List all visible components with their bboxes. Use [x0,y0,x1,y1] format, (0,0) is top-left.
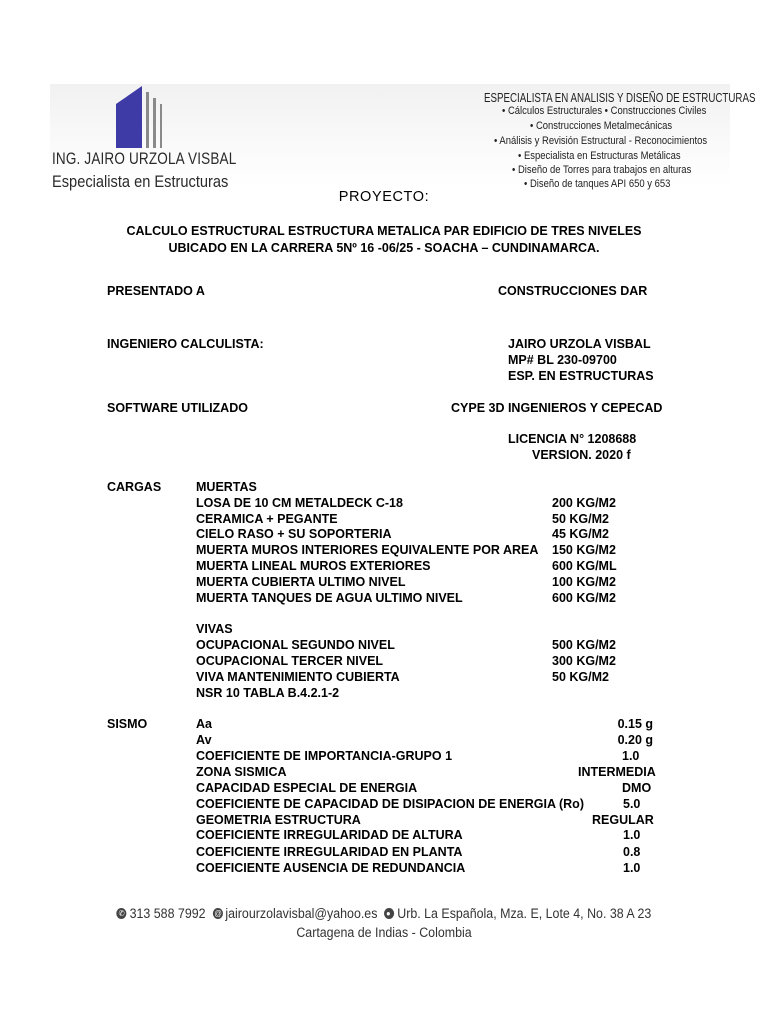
load-value: 200 KG/M2 [552,496,616,510]
seismic-param-value: 1.0 [623,828,641,842]
load-name: OCUPACIONAL SEGUNDO NIVEL [196,638,395,652]
load-value: 300 KG/M2 [552,654,616,668]
specialty-item: • Análisis y Revisión Estructural - Reconocimientos [494,135,708,147]
footer-city: Cartagena de Indias - Colombia [296,925,472,940]
seismic-param-name: COEFICIENTE AUSENCIA DE REDUNDANCIA [196,861,466,875]
software-value: CYPE 3D INGENIEROS Y CEPECAD [451,401,663,415]
load-value: 600 KG/M2 [552,591,616,605]
load-name: CERAMICA + PEGANTE [196,512,338,526]
seismic-param-name: ZONA SISMICA [196,765,287,779]
load-value: 100 KG/M2 [552,575,616,589]
seismic-param-name: Aa [196,717,212,731]
load-value: 500 KG/M2 [552,638,616,652]
specialty-item: • Diseño de Torres para trabajos en alturas [512,164,692,176]
email-icon: @ [214,909,222,918]
load-value: 45 KG/M2 [552,527,609,541]
project-title-line-1: CALCULO ESTRUCTURAL ESTRUCTURA METALICA PAR EDIFICIO DE TRES NIVELES [126,224,642,238]
seismic-param-name: CAPACIDAD ESPECIAL DE ENERGIA [196,781,418,795]
cargas-label: CARGAS [107,480,162,494]
sismo-label: SISMO [107,717,148,731]
specialty-item: • Especialista en Estructuras Metálicas [518,150,681,162]
presentado-value: CONSTRUCCIONES DAR [498,284,648,298]
load-name: VIVA MANTENIMIENTO CUBIERTA [196,670,400,684]
engineer-name-logo: ING. JAIRO URZOLA VISBAL [52,150,237,168]
load-name: OCUPACIONAL TERCER NIVEL [196,654,384,668]
footer-contact [31,906,738,921]
project-label: PROYECTO: [338,189,430,205]
seismic-param-value: 5.0 [623,797,641,811]
specialty-item: • Cálculos Estructurales • Construcciones Civiles [502,105,707,117]
phone-icon: ✆ [117,908,127,919]
seismic-param-name: Av [196,733,212,747]
seismic-param-name: COEFICIENTE IRREGULARIDAD EN PLANTA [196,845,463,859]
load-name: CIELO RASO + SU SOPORTERIA [196,527,392,541]
load-name: MUERTA MUROS INTERIORES EQUIVALENTE POR AREA [196,543,539,557]
seismic-param-value: 1.0 [622,749,640,763]
specialty-item: • Diseño de tanques API 650 y 653 [524,178,671,190]
seismic-param-value: INTERMEDIA [578,765,656,779]
seismic-param-name: COEFICIENTE DE CAPACIDAD DE DISIPACION DE ENERGIA (Ro) [196,797,584,811]
seismic-param-value: 0.15 g [617,717,653,731]
seismic-param-name: GEOMETRIA ESTRUCTURA [196,813,361,827]
load-value: 50 KG/M2 [552,512,609,526]
software-version: VERSION. 2020 f [532,448,631,462]
location-icon: ● [384,908,394,919]
ingeniero-name: JAIRO URZOLA VISBAL [508,337,651,351]
seismic-param-value: DMO [622,781,652,795]
seismic-param-value: 0.8 [623,845,641,859]
footer-email: jairourzolavisbal@yahoo.es [225,906,378,921]
specialties-title: ESPECIALISTA EN ANALISIS Y DISEÑO DE ESTRUCTURAS [484,91,756,105]
load-name: MUERTA TANQUES DE AGUA ULTIMO NIVEL [196,591,463,605]
seismic-param-name: COEFICIENTE IRREGULARIDAD DE ALTURA [196,828,463,842]
license-number: LICENCIA N° 1208688 [508,432,637,446]
load-value: 150 KG/M2 [552,543,616,557]
project-title-line-2: UBICADO EN LA CARRERA 5Nº 16 -06/25 - SOACHA – CUNDINAMARCA. [168,241,600,255]
seismic-param-value: 1.0 [623,861,641,875]
footer-phone: 313 588 7992 [129,906,206,921]
footer-address: Urb. La Española, Mza. E, Lote 4, No. 38 A 23 [397,906,652,921]
load-name: MUERTA LINEAL MUROS EXTERIORES [196,559,431,573]
ingeniero-license: MP# BL 230-09700 [508,353,617,367]
load-value: 600 KG/ML [552,559,617,573]
muertas-label: MUERTAS [196,480,257,494]
load-value: 50 KG/M2 [552,670,609,684]
ingeniero-specialty: ESP. EN ESTRUCTURAS [508,369,654,383]
seismic-param-name: COEFICIENTE DE IMPORTANCIA-GRUPO 1 [196,749,453,763]
ingeniero-label: INGENIERO CALCULISTA: [107,337,264,351]
engineer-subtitle-logo: Especialista en Estructuras [52,172,229,191]
building-logo-icon [104,84,162,148]
vivas-label: VIVAS [196,622,233,636]
software-label: SOFTWARE UTILIZADO [107,401,248,415]
specialty-item: • Construcciones Metalmecánicas [530,120,673,132]
presentado-label: PRESENTADO A [107,284,205,298]
seismic-param-value: 0.20 g [617,733,653,747]
seismic-param-value: REGULAR [592,813,654,827]
load-name: MUERTA CUBIERTA ULTIMO NIVEL [196,575,406,589]
nsr-reference: NSR 10 TABLA B.4.2.1-2 [196,686,340,700]
load-name: LOSA DE 10 CM METALDECK C-18 [196,496,403,510]
